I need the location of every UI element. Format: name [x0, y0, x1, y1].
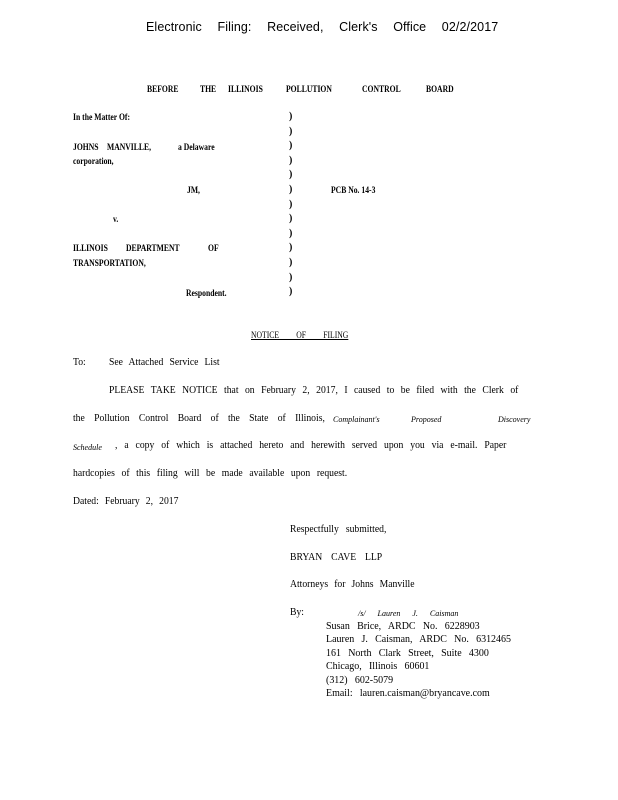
caption-paren: ): [289, 242, 293, 254]
attorney-contact-line: Lauren J. Caisman, ARDC No. 6312465: [326, 634, 512, 646]
to-value: See Attached Service List: [109, 357, 220, 368]
by-label: By:: [290, 607, 304, 618]
respondent-name-word: DEPARTMENT: [126, 243, 180, 253]
caption-paren: ): [289, 198, 293, 210]
electronic-signature: /s/ Lauren J. Caisman: [358, 609, 459, 618]
caption-paren: ): [289, 213, 293, 225]
body-line: , a copy of which is attached hereto and herewith served upon you via e-mail. Paper: [115, 440, 507, 451]
closing-line: Respectfully submitted,: [290, 524, 387, 535]
attorneys-for: Attorneys for Johns Manville: [290, 579, 415, 590]
firm-name: BRYAN CAVE LLP: [290, 552, 383, 563]
attorney-contact-lines: [326, 620, 511, 700]
respondent-entity: TRANSPORTATION,: [73, 258, 146, 268]
caption-paren: ): [289, 140, 293, 152]
caption-paren: ): [289, 227, 293, 239]
attorney-contact-line: (312) 602-5079: [326, 674, 394, 686]
body-italic-word: Complainant's: [333, 415, 380, 424]
dated-line: Dated: February 2, 2017: [73, 496, 179, 507]
board-title-word: BEFORE: [147, 84, 179, 94]
petitioner-name-word: a Delaware: [178, 142, 215, 152]
petitioner-entity: corporation,: [73, 156, 114, 166]
versus-label: v.: [113, 214, 119, 224]
caption-paren: ): [289, 169, 293, 181]
caption-paren: ): [289, 286, 293, 298]
caption-paren: ): [289, 271, 293, 283]
board-title-word: CONTROL: [362, 84, 401, 94]
body-line: hardcopies of this filing will be made available upon request.: [73, 468, 348, 479]
attorney-contact-line: 161 North Clark Street, Suite 4300: [326, 647, 489, 659]
body-italic-word: Proposed: [411, 415, 442, 424]
respondent-role: Respondent.: [186, 288, 227, 298]
case-number: PCB No. 14-3: [331, 185, 376, 195]
respondent-name-word: OF: [208, 243, 219, 253]
body-italic-word: Discovery: [498, 415, 531, 424]
board-title-word: THE: [200, 84, 217, 94]
to-label: To:: [73, 357, 86, 368]
caption-paren: ): [289, 256, 293, 268]
petitioner-name-word: MANVILLE,: [107, 142, 152, 152]
board-title-word: POLLUTION: [286, 84, 332, 94]
caption-parens-column: [289, 110, 292, 300]
body-italic-word: Schedule: [73, 443, 102, 452]
attorney-contact-line: Susan Brice, ARDC No. 6228903: [326, 621, 480, 632]
notice-title: NOTICE OF FILING: [251, 330, 349, 340]
body-line: PLEASE TAKE NOTICE that on February 2, 2017, I caused to be filed with the Clerk of: [109, 385, 519, 396]
petitioner-role: JM,: [187, 185, 200, 195]
board-title-word: ILLINOIS: [228, 84, 263, 94]
email-line: Email: lauren.caisman@bryancave.com: [326, 688, 490, 700]
caption-paren: ): [289, 125, 293, 137]
board-title-word: BOARD: [426, 84, 454, 94]
attorney-contact-line: Chicago, Illinois 60601: [326, 661, 430, 673]
caption-paren: ): [289, 183, 293, 195]
body-line: the Pollution Control Board of the State of Illinois,: [73, 413, 325, 424]
caption-paren: ): [289, 111, 293, 122]
respondent-name-word: ILLINOIS: [73, 243, 108, 253]
filing-header: Electronic Filing: Received, Clerk's Office 02/2/2017: [146, 20, 499, 34]
caption-paren: ): [289, 154, 293, 166]
in-the-matter-label: In the Matter Of:: [73, 112, 131, 122]
petitioner-name-word: JOHNS: [73, 142, 99, 152]
